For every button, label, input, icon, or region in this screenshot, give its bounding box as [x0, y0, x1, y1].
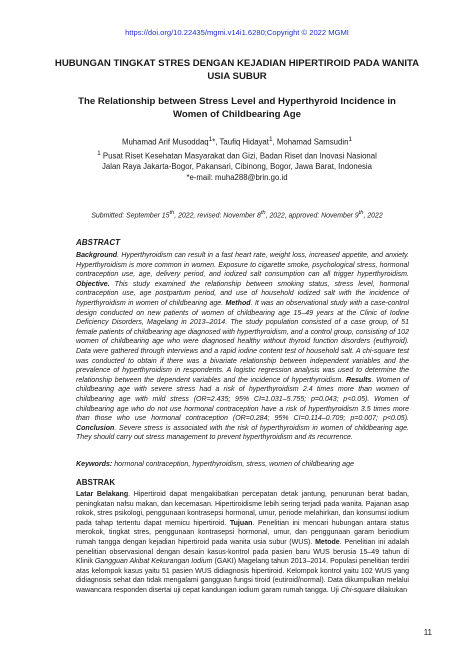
doi-link[interactable]: https://doi.org/10.22435/mgmi.v14i1.6280;Copyright © 2022 MGMI — [125, 28, 349, 37]
abstrak-heading: ABSTRAK — [76, 478, 116, 487]
author-block — [40, 134, 434, 183]
page-number: 11 — [423, 628, 432, 637]
author-names: Muhamad Arif Musoddaq$^1$*, Taufiq Hidayat$^1$, Mohamad Samsudin$^1$ — [121, 136, 353, 147]
title-en-line1: The Relationship between Stress Level and Hyperthyroid Incidence in — [78, 96, 396, 107]
title-id-line2: USIA SUBUR — [207, 70, 267, 82]
abstract-english: Background. Hyperthyroidism can result in a fast heart rate, weight loss, increased appetite, and anxiety. Hyperthyroidism is more common in women. Exposure to cigarette smoke, psychological stress, hormonal contraception use, age, delivery period, and iodized salt consumption can all trigger hyperthyroidism. Objective. This study examined the relationship between smoking status, stress level, hormonal contraception use, age postpartum period, and use of household iodized salt with the incidence of hyperthyroidism in women of childbearing age. Method. It was an observational study with a case-control design conducted on new patients of women of childbearing age 15–49 years at the Clinic of Iodine Deficiency Disorders, Magelang in 2013–2014. The study population consisted of a case group, of 51 female patients of childbearing age diagnosed with hyperthyroidism, and a control group, consisting of 102 women of childbearing age who were diagnosed healthy without thyroid function disorders (euthyroid). Data were gathered through interviews and a rapid iodine content test of household salt. A chi-square test was conducted to obtain if there was a bivariate relationship between independent variables and the prevalence of hyperthyroidism in respondents. A logistic regression analysis was used to determine the relationship between the dependent variables and the incidence of hyperthyroidism. Results. Women of childbearing age with severe stress had a risk of hyperthyroidism 2.4 times more than women of childbearing age with mild stress (OR=2.435; 95% CI=1.031–5.755; p=0.043; p<0.05). Women of childbearing age who do not use hormonal contraception have a risk of hyperthyroidism 3.5 times more than those who use hormonal contraception (OR=0.284; 95% CI=0.114–0.709; p=0.007; p<0.05). Conclusion. Severe stress is associated with the risk of hyperthyroidism in women of childbearing age. They should carry out stress management to prevent hyperthyroidism and its recurrence. — [76, 252, 410, 442]
abstract-indonesian: Latar Belakang. Hipertiroid dapat mengakibatkan percepatan detak jantung, penurunan berat badan, peningkatan nafsu makan, dan kecemasan. Hipertiroidisme lebih sering terjadi pada wanita. Pajanan asap rokok, stres psikologi, penggunaan kontrasepsi hormonal, umur, periode melahirkan, dan konsumsi iodium pada tahap tertentu dapat memicu hipertiroid. Tujuan. Penelitian ini mencari hubungan antara status merokok, tingkat stres, penggunaan kontrasepsi hormonal, umur, dan penggunaan garam beriodium rumah tangga dengan kejadian hipertiroid pada wanita usia subur (WUS). Metode. Penelitian ini adalah penelitian observasional dengan desain kasus-kontrol pada pasien baru WUS berusia 15–49 tahun di Klinik Gangguan Akibat Kekurangan Iodium (GAKI) Magelang tahun 2013–2014. Populasi penelitian terdiri atas kelompok kasus yaitu 51 pasien WUS didiagnosis hipertiroid. Kelompok kontrol yaitu 102 WUS yang didiagnosis sehat dan tidak mengalami gangguan fungsi tiroid (eutiroid/normal). Data dikumpulkan melalui wawancara responden disertai uji cepat kandungan iodium garam rumah tangga. Uji Chi-square dilakukan — [76, 491, 409, 594]
title-en-line2: Women of Childbearing Age — [173, 108, 301, 120]
abstract-heading: ABSTRACT — [76, 238, 120, 247]
title-id-line1: HUBUNGAN TINGKAT STRES DENGAN KEJADIAN HIPERTIROID PADA WANITA — [54, 58, 420, 69]
title-english — [40, 96, 434, 121]
author-email[interactable]: *e-mail: muha288@brin.go.id — [186, 173, 288, 183]
submission-dates: Submitted: September 15th, 2022, revised: November 8th, 2022, approved: November 9th, 2022 — [91, 210, 383, 220]
keywords: Keywords: hormonal contraception, hyperthyroidism, stress, women of childbearing age — [76, 460, 354, 468]
affiliation-line1: $^1$ Pusat Riset Kesehatan Masyarakat dan Gizi, Badan Riset dan Inovasi Nasional — [97, 149, 377, 161]
affiliation-line2: Jalan Raya Jakarta-Bogor, Pakansari, Cibinong, Bogor, Jawa Barat, Indonesia — [101, 162, 373, 172]
title-indonesian — [40, 58, 434, 83]
